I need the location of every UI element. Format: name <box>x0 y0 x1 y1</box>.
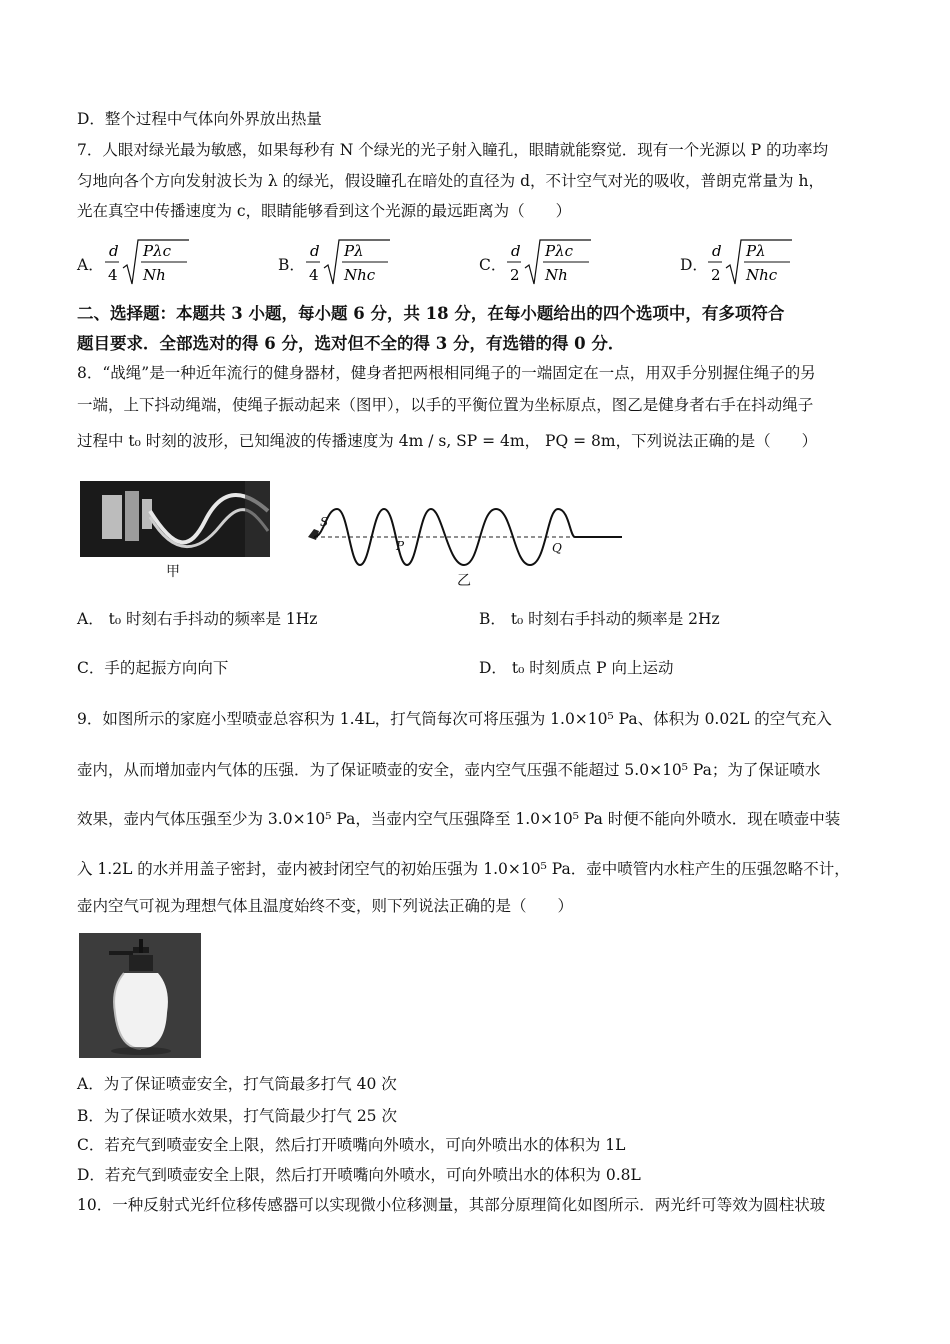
q8-option-c: C．手的起振方向向下 <box>77 659 229 677</box>
q7-option-formula <box>103 238 193 288</box>
q8-stem-line2: 一端，上下抖动绳端，使绳子振动起来（图甲），以手的平衡位置为坐标原点，图乙是健身者右手在抖动绳子 <box>77 396 814 414</box>
radicand-numerator: Pλc <box>143 242 172 260</box>
figure-yi-caption: 乙 <box>457 573 471 589</box>
coef-denominator: 4 <box>309 266 319 284</box>
q9-option-d: D．若充气到喷壶安全上限，然后打开喷嘴向外喷水，可向外喷出水的体积为 0.8L <box>77 1166 641 1184</box>
q9-option-a: A．为了保证喷壶安全，打气筒最多打气 40 次 <box>77 1075 397 1093</box>
coef-denominator: 4 <box>108 266 118 284</box>
q9-stem-line3: 效果，壶内气体压强至少为 3.0×10⁵ Pa，当壶内空气压强降至 1.0×10⁵ Pa 时便不能向外喷水．现在喷壶中装 <box>77 810 841 828</box>
q7-option-label: D． <box>680 256 708 274</box>
figure-jia-caption: 甲 <box>166 564 180 580</box>
q8-option-a: A． t₀ 时刻右手抖动的频率是 1Hz <box>77 610 318 628</box>
q9-stem-line2: 壶内，从而增加壶内气体的压强．为了保证喷壶的安全，壶内空气压强不能超过 5.0×10⁵ Pa；为了保证喷水 <box>77 761 821 779</box>
section2-header-line2: 题目要求．全部选对的得 6 分，选对但不全的得 3 分，有选错的得 0 分． <box>77 334 625 353</box>
radicand-denominator: Nhc <box>746 266 778 284</box>
sprayer-photo <box>79 933 201 1058</box>
radicand-numerator: Pλc <box>545 242 574 260</box>
q7-option-label: A． <box>77 256 104 274</box>
figure-jia-photo <box>80 481 270 557</box>
q6-option-d: D．整个过程中气体向外界放出热量 <box>77 110 322 128</box>
q8-stem-line3: 过程中 t₀ 时刻的波形，已知绳波的传播速度为 4m / s, SP = 4m， PQ = 8m，下列说法正确的是（ ） <box>77 432 818 450</box>
coef-numerator: d <box>310 242 320 260</box>
radicand-denominator: Nh <box>143 266 166 284</box>
section2-header-line1: 二、选择题：本题共 3 小题，每小题 6 分，共 18 分，在每小题给出的四个选项中，有多项符合 <box>77 304 785 323</box>
q7-stem-line3: 光在真空中传播速度为 c，眼睛能够看到这个光源的最远距离为（ ） <box>77 202 572 220</box>
radicand-denominator: Nhc <box>344 266 376 284</box>
radicand-numerator: Pλ <box>344 242 364 260</box>
q9-stem-line4: 入 1.2L 的水并用盖子密封，壶内被封闭空气的初始压强为 1.0×10⁵ Pa．壶中喷管内水柱产生的压强忽略不计， <box>77 860 850 878</box>
q9-option-c: C．若充气到喷壶安全上限，然后打开喷嘴向外喷水，可向外喷出水的体积为 1L <box>77 1136 626 1154</box>
q7-option-formula <box>505 238 595 288</box>
wave-label-s: S <box>320 515 329 529</box>
q9-stem-line5: 壶内空气可视为理想气体且温度始终不变，则下列说法正确的是（ ） <box>77 897 574 915</box>
figure-yi-waveform <box>300 495 630 575</box>
q8-option-d: D． t₀ 时刻质点 P 向上运动 <box>479 659 674 677</box>
q7-stem-line1: 7．人眼对绿光最为敏感，如果每秒有 N 个绿光的光子射入瞳孔，眼睛就能察觉．现有一个光源以 P 的功率均 <box>77 141 829 159</box>
q8-option-b: B． t₀ 时刻右手抖动的频率是 2Hz <box>479 610 720 628</box>
coef-denominator: 2 <box>711 266 721 284</box>
q9-option-b: B．为了保证喷水效果，打气筒最少打气 25 次 <box>77 1107 397 1125</box>
coef-denominator: 2 <box>510 266 520 284</box>
q10-stem-line1: 10．一种反射式光纤位移传感器可以实现微小位移测量，其部分原理简化如图所示．两光纤可等效为圆柱状玻 <box>77 1196 826 1214</box>
coef-numerator: d <box>109 242 119 260</box>
q9-stem-line1: 9．如图所示的家庭小型喷壶总容积为 1.4L，打气筒每次可将压强为 1.0×10⁵ Pa、体积为 0.02L 的空气充入 <box>77 710 832 728</box>
radicand-denominator: Nh <box>545 266 568 284</box>
q7-option-label: C． <box>479 256 507 274</box>
wave-label-q: Q <box>552 541 562 555</box>
q7-option-formula <box>706 238 796 288</box>
coef-numerator: d <box>712 242 722 260</box>
q7-stem-line2: 匀地向各个方向发射波长为 λ 的绿光，假设瞳孔在暗处的直径为 d，不计空气对光的吸收，普朗克常量为 h， <box>77 172 824 190</box>
radicand-numerator: Pλ <box>746 242 766 260</box>
q7-option-label: B． <box>278 256 305 274</box>
wave-label-p: P <box>396 539 405 553</box>
coef-numerator: d <box>511 242 521 260</box>
q8-stem-line1: 8．“战绳”是一种近年流行的健身器材，健身者把两根相同绳子的一端固定在一点，用双手分别握住绳子的另 <box>77 364 816 382</box>
hand-icon <box>308 529 319 540</box>
q7-option-formula <box>304 238 394 288</box>
